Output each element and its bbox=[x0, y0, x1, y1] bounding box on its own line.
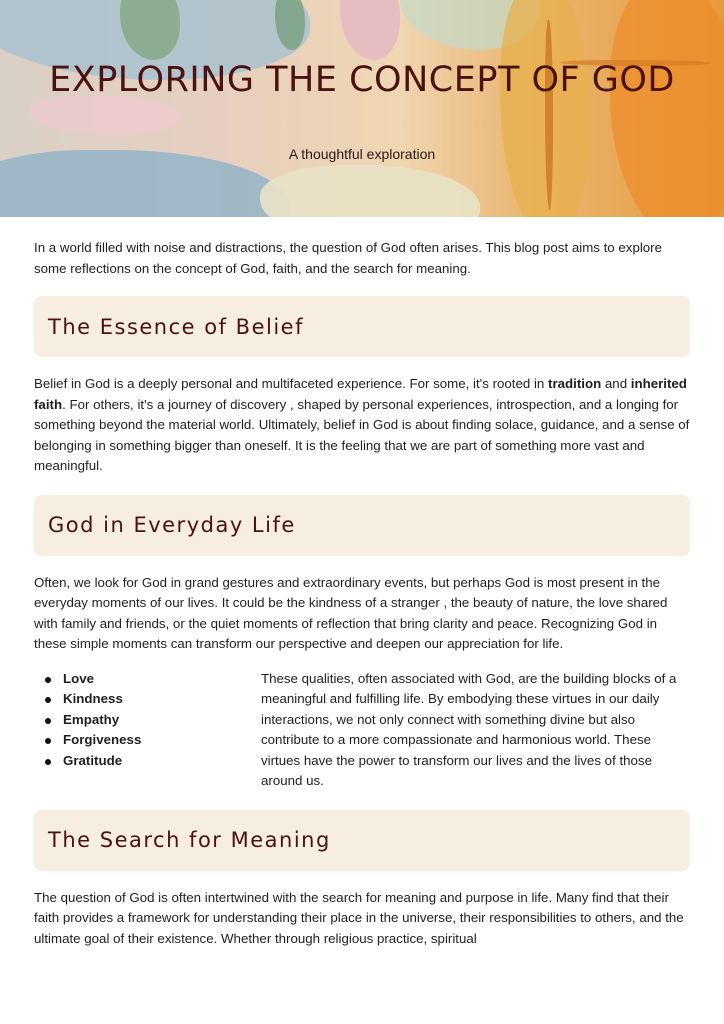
paint-stroke bbox=[30, 95, 180, 135]
section-heading-box bbox=[34, 296, 690, 357]
section-heading-box bbox=[34, 810, 690, 871]
virtue-label: Forgiveness bbox=[63, 732, 142, 747]
article-body bbox=[0, 238, 724, 949]
text-run: . For others, it's a journey of discovery , shaped by personal experiences, introspection, and a longing for something beyond the material world. Ultimately, belief in God is about finding solace, guidance, and a sense of belonging in something bigger than oneself. It is the feeling that we are part of something more vast and meaningful. bbox=[34, 396, 690, 473]
page-subtitle: A thoughtful exploration bbox=[288, 146, 436, 162]
text-run: and bbox=[601, 376, 631, 391]
section-heading: God in Everyday Life bbox=[48, 513, 296, 537]
paint-stroke bbox=[340, 0, 400, 60]
paint-stroke bbox=[610, 0, 724, 217]
bullet-icon bbox=[45, 697, 51, 703]
virtue-label: Empathy bbox=[63, 711, 120, 727]
list-item bbox=[34, 730, 261, 751]
list-item bbox=[34, 751, 261, 772]
bullet-icon bbox=[45, 738, 51, 744]
page-title: EXPLORING THE CONCEPT OF GOD bbox=[49, 60, 675, 100]
section-heading: The Search for Meaning bbox=[48, 828, 331, 852]
section-heading-box bbox=[34, 495, 690, 556]
paint-stroke bbox=[260, 165, 480, 217]
meaning-paragraph: The question of God is often intertwined with the search for meaning and purpose in life. Many find that their faith provides a framework for understanding their place in the universe, their responsibilities to others, and the ultimate goal of their existence. Whether through religious practice, spiritual bbox=[34, 889, 684, 946]
everyday-life-paragraph: Often, we look for God in grand gestures and extraordinary events, but perhaps God is most present in the everyday moments of our lives. It could be the kindness of a stranger , the beauty of nature, the love shared with family and friends, or the quiet moments of reflection that bring clarity and peace. Recognizing God in these simple moments can transform our perspective and deepen our appreciation for life. bbox=[34, 574, 668, 651]
virtues-list bbox=[34, 669, 261, 792]
header-banner bbox=[0, 0, 724, 217]
bold-term-inherited-faith: inherited faith bbox=[34, 376, 687, 412]
virtue-label: Kindness bbox=[63, 691, 123, 706]
bullet-icon bbox=[45, 759, 51, 765]
bullet-icon bbox=[45, 718, 51, 724]
bullet-icon bbox=[45, 677, 51, 683]
virtue-label: Love bbox=[63, 670, 95, 686]
virtue-label: Gratitude bbox=[63, 752, 123, 768]
text-run: Belief in God is a deeply personal and multifaceted experience. For some, it's rooted in bbox=[34, 376, 549, 391]
list-item bbox=[34, 710, 261, 731]
virtues-block bbox=[34, 669, 690, 792]
list-item bbox=[34, 669, 261, 690]
list-item bbox=[34, 689, 261, 710]
intro-paragraph: In a world filled with noise and distractions, the question of God often arises. This blog post aims to explore some reflections on the concept of God, faith, and the search for meaning. bbox=[34, 240, 663, 276]
section-heading: The Essence of Belief bbox=[48, 314, 304, 339]
belief-paragraph bbox=[34, 374, 690, 477]
virtues-paragraph: These qualities, often associated with God, are the building blocks of a meaningful and fulfilling life. By embodying these virtues in our daily interactions, we not only connect with something divine but also contribute to a more compassionate and harmonious world. These virtues have the power to transform our lives and the lives of those around us. bbox=[261, 670, 677, 788]
bold-term-tradition: tradition bbox=[548, 376, 602, 391]
